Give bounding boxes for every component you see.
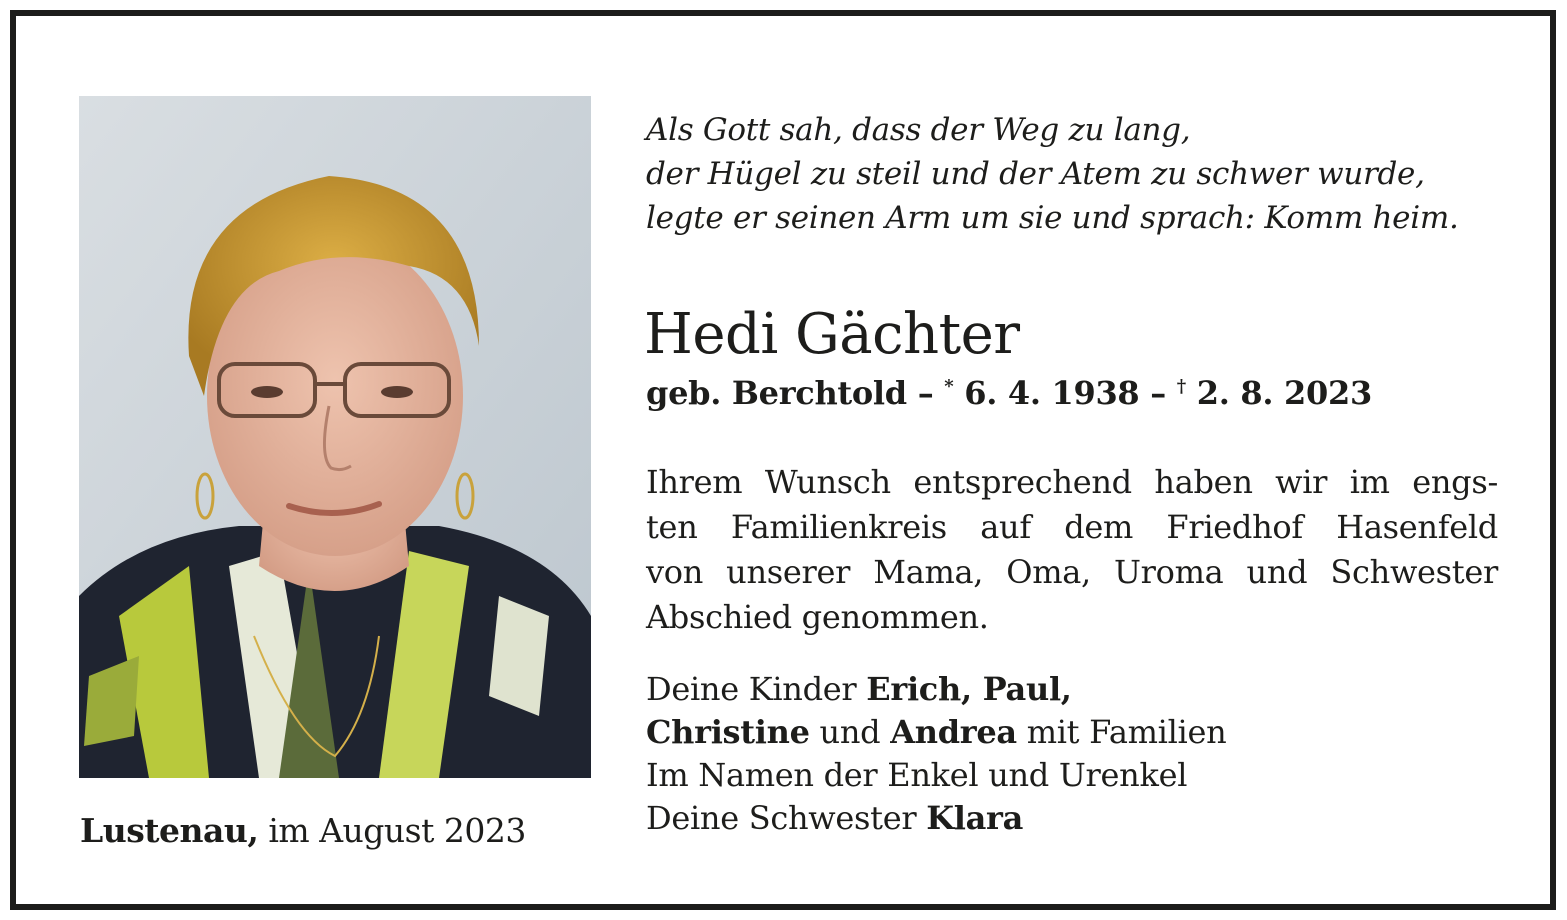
maiden-name: geb. Berchtold bbox=[646, 374, 907, 412]
children-names: Erich, Paul, bbox=[866, 670, 1072, 708]
portrait-illustration bbox=[79, 96, 591, 778]
message-line: von unserer Mama, Oma, Uroma und Schwester bbox=[646, 553, 1498, 591]
poem-verse bbox=[646, 108, 1459, 240]
place-name: Lustenau, bbox=[80, 811, 259, 850]
obituary-frame bbox=[10, 10, 1556, 910]
signoff-text: Deine Schwester bbox=[646, 799, 927, 837]
signoff-grandchildren: Im Namen der Enkel und Urenkel bbox=[646, 756, 1188, 794]
dash-separator: – bbox=[1139, 374, 1177, 412]
poem-line: Als Gott sah, dass der Weg zu lang, bbox=[646, 112, 1191, 148]
message-line: Abschied genommen. bbox=[646, 598, 989, 636]
portrait-photo bbox=[79, 96, 591, 778]
poem-line: der Hügel zu steil und der Atem zu schwer wurde, bbox=[646, 156, 1425, 192]
signoff-text: mit Familien bbox=[1016, 713, 1227, 751]
family-signoff bbox=[646, 668, 1226, 840]
dash-separator: – bbox=[906, 374, 945, 412]
death-cross-icon: † bbox=[1176, 376, 1186, 397]
deceased-name: Hedi Gächter bbox=[644, 302, 1020, 367]
farewell-message bbox=[646, 460, 1498, 640]
signoff-text: Deine Kinder bbox=[646, 670, 867, 708]
poem-line: legte er seinen Arm um sie und sprach: Komm heim. bbox=[646, 200, 1459, 236]
life-dates bbox=[646, 372, 1372, 414]
place-date-line bbox=[80, 811, 526, 850]
child-name: Christine bbox=[646, 713, 810, 751]
month-year: im August 2023 bbox=[268, 811, 526, 850]
message-line: Ihrem Wunsch entsprechend haben wir im engs- bbox=[646, 463, 1498, 501]
child-name: Andrea bbox=[890, 713, 1017, 751]
signoff-children bbox=[646, 668, 1226, 711]
sister-name: Klara bbox=[926, 799, 1024, 837]
birth-date: 6. 4. 1938 bbox=[953, 374, 1140, 412]
signoff-text: und bbox=[809, 713, 891, 751]
signoff-sister bbox=[646, 797, 1226, 840]
signoff-children-more bbox=[646, 711, 1226, 754]
message-line: ten Familienkreis auf dem Friedhof Hasenfeld bbox=[646, 508, 1498, 546]
death-date: 2. 8. 2023 bbox=[1185, 374, 1372, 412]
birth-star-icon: * bbox=[944, 376, 954, 397]
